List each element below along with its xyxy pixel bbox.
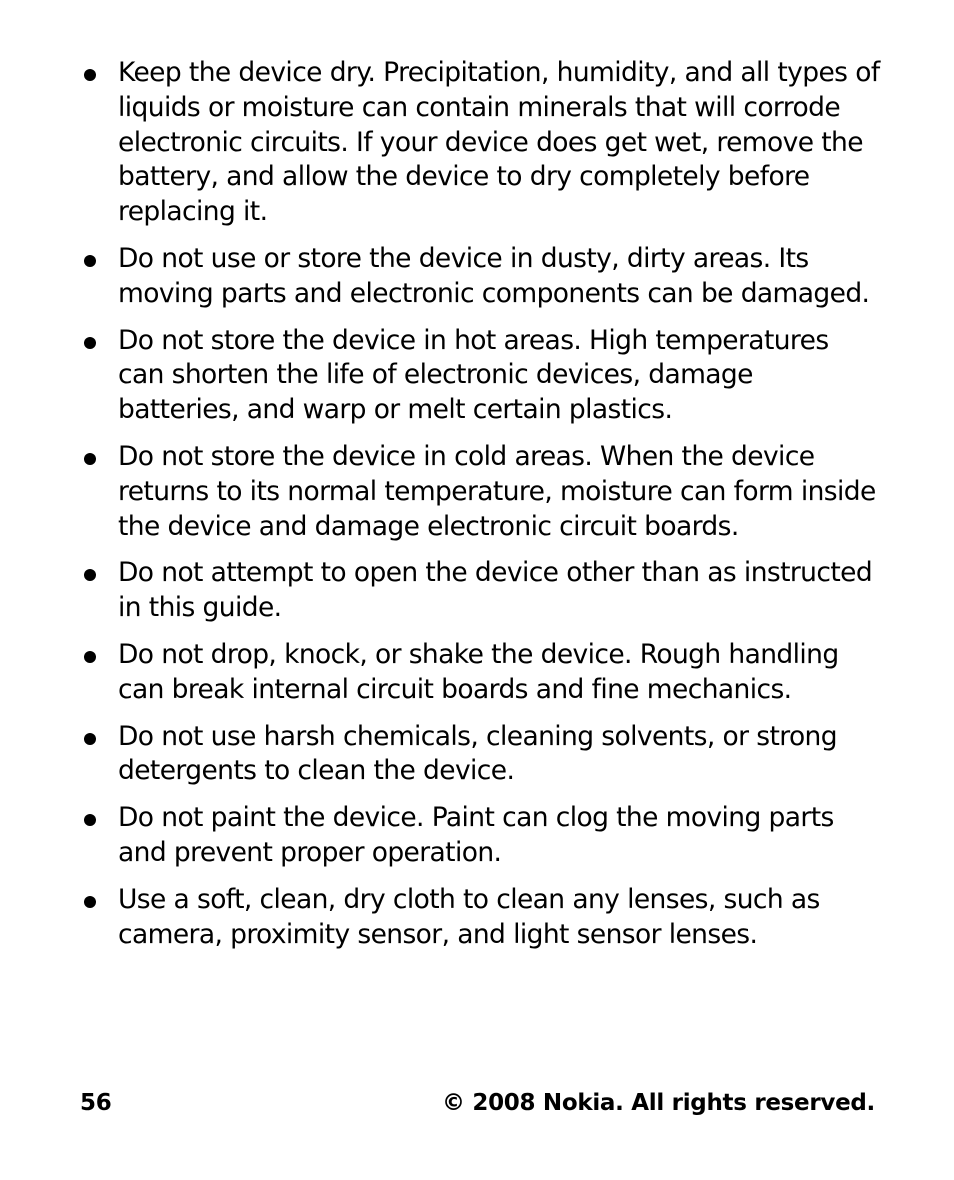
list-item-text: Do not use or store the device in dusty, dirty areas. Its moving parts and electronic components can be damaged. — [118, 242, 870, 309]
list-item — [80, 440, 880, 544]
list-item — [80, 56, 880, 230]
list-item — [80, 324, 880, 428]
list-item-text: Do not store the device in cold areas. When the device returns to its normal temperature, moisture can form inside the device and damage electronic circuit boards. — [118, 440, 876, 542]
bullet-icon — [84, 569, 96, 581]
bullet-icon — [84, 651, 96, 663]
list-item — [80, 638, 880, 708]
page-footer — [80, 1090, 875, 1122]
list-item-text: Keep the device dry. Precipitation, humidity, and all types of liquids or moisture can contain minerals that will corrode electronic circuits. If your device does get wet, remove the battery, and allow the device to dry completely before replacing it. — [118, 57, 880, 228]
list-item — [80, 720, 880, 790]
list-item-text: Do not store the device in hot areas. High temperatures can shorten the life of electronic devices, damage batteries, and warp or melt certain plastics. — [118, 324, 829, 426]
list-item-text: Do not drop, knock, or shake the device. Rough handling can break internal circuit boards and fine mechanics. — [118, 638, 839, 705]
bullet-icon — [84, 896, 96, 908]
list-item — [80, 242, 880, 312]
bullet-icon — [84, 69, 96, 81]
bullet-icon — [84, 733, 96, 745]
list-item-text: Do not attempt to open the device other than as instructed in this guide. — [118, 557, 873, 624]
page-number: 56 — [80, 1090, 112, 1116]
list-item — [80, 801, 880, 871]
bullet-icon — [84, 814, 96, 826]
list-item-text: Do not use harsh chemicals, cleaning solvents, or strong detergents to clean the device. — [118, 720, 837, 787]
copyright-notice: © 2008 Nokia. All rights reserved. — [441, 1090, 875, 1116]
page-content — [80, 56, 880, 964]
care-instructions-list — [80, 56, 880, 952]
list-item-text: Use a soft, clean, dry cloth to clean any lenses, such as camera, proximity sensor, and light sensor lenses. — [118, 883, 820, 950]
list-item — [80, 883, 880, 953]
bullet-icon — [84, 255, 96, 267]
list-item — [80, 556, 880, 626]
bullet-icon — [84, 337, 96, 349]
bullet-icon — [84, 453, 96, 465]
list-item-text: Do not paint the device. Paint can clog the moving parts and prevent proper operation. — [118, 802, 834, 868]
